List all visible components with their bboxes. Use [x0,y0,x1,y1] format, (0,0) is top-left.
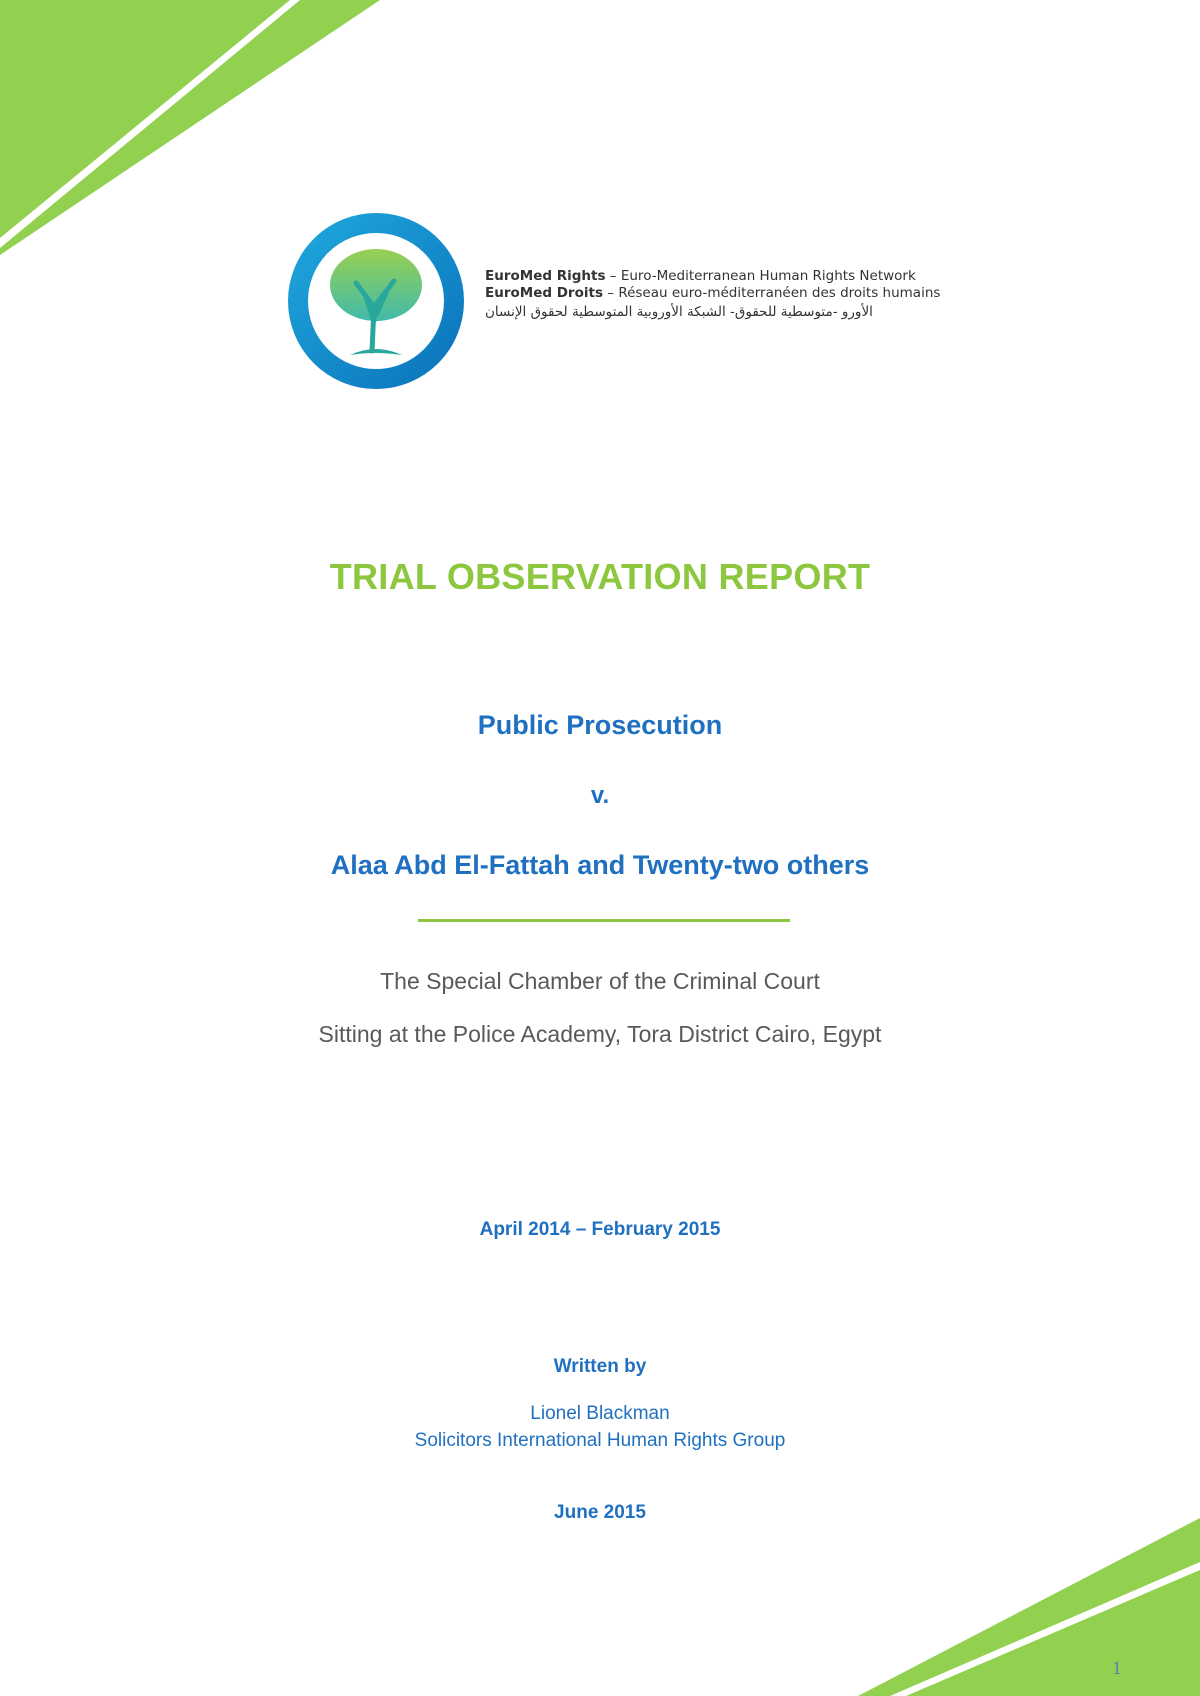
author-name: Lionel Blackman [530,1403,670,1424]
author-organization: Solicitors International Human Rights Group [414,1430,786,1451]
page-number: 1 [1112,1659,1123,1678]
divider-line [418,919,790,922]
euromed-tree-logo [286,211,466,391]
party-prosecution: Public Prosecution [477,710,723,740]
corner-decoration-bottom-right [850,1510,1200,1696]
publication-date: June 2015 [554,1502,646,1523]
court-location: Sitting at the Police Academy, Tora District Cairo, Egypt [318,1021,882,1047]
organization-names [485,268,945,322]
org-name-arabic: الأورو -متوسطية للحقوق- الشبكة الأوروبية المتوسطية لحقوق الإنسان [485,304,873,320]
org-name-french: EuroMed Droits – Réseau euro-méditerranéen des droits humains [485,285,941,301]
report-title: TRIAL OBSERVATION REPORT [329,556,871,597]
party-defendants: Alaa Abd El-Fattah and Twenty-two others [330,850,870,880]
written-by-label: Written by [553,1356,647,1377]
court-name: The Special Chamber of the Criminal Court [380,968,820,994]
trial-period: April 2014 – February 2015 [479,1219,721,1240]
versus-label: v. [590,782,610,809]
org-name-english: EuroMed Rights – Euro-Mediterranean Human Rights Network [485,268,916,284]
